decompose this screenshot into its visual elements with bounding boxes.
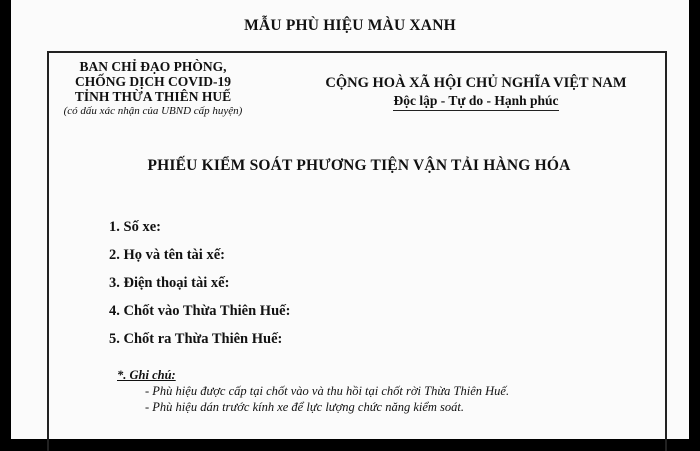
field-entry-checkpoint: 4. Chốt vào Thừa Thiên Huế: <box>109 303 291 319</box>
field-vehicle-number: 1. Số xe: <box>109 219 161 235</box>
agency-block <box>49 59 257 118</box>
document-page <box>11 0 689 439</box>
document-title: MẪU PHÙ HIỆU MÀU XANH <box>244 17 456 34</box>
note-item: - Phù hiệu dán trước kính xe để lực lượng chức năng kiểm soát. <box>145 400 465 414</box>
field-exit-checkpoint: 5. Chốt ra Thừa Thiên Huế: <box>109 331 283 347</box>
agency-line-2: CHỐNG DỊCH COVID-19 <box>74 74 231 89</box>
form-fields <box>109 213 290 353</box>
field-driver-phone: 3. Điện thoại tài xế: <box>109 275 230 291</box>
form-title: PHIẾU KIỂM SOÁT PHƯƠNG TIỆN VẬN TẢI HÀNG HÓA <box>147 157 571 174</box>
state-name: CỘNG HOÀ XÃ HỘI CHỦ NGHĨA VIỆT NAM <box>325 75 627 91</box>
state-motto: Độc lập - Tự do - Hạnh phúc <box>393 93 558 111</box>
notes-heading: *. Ghi chú: <box>117 368 176 382</box>
state-header <box>281 74 671 111</box>
agency-line-3: TỈNH THỪA THIÊN HUẾ <box>74 89 232 104</box>
badge-frame <box>47 51 667 451</box>
field-driver-name: 2. Họ và tên tài xế: <box>109 247 225 263</box>
notes-block <box>117 367 509 415</box>
agency-line-1: BAN CHỈ ĐẠO PHÒNG, <box>79 59 227 74</box>
note-item: - Phù hiệu được cấp tại chốt vào và thu hồi tại chốt rời Thừa Thiên Huế. <box>145 384 510 398</box>
agency-note: (có dấu xác nhận của UBND cấp huyện) <box>63 105 243 117</box>
